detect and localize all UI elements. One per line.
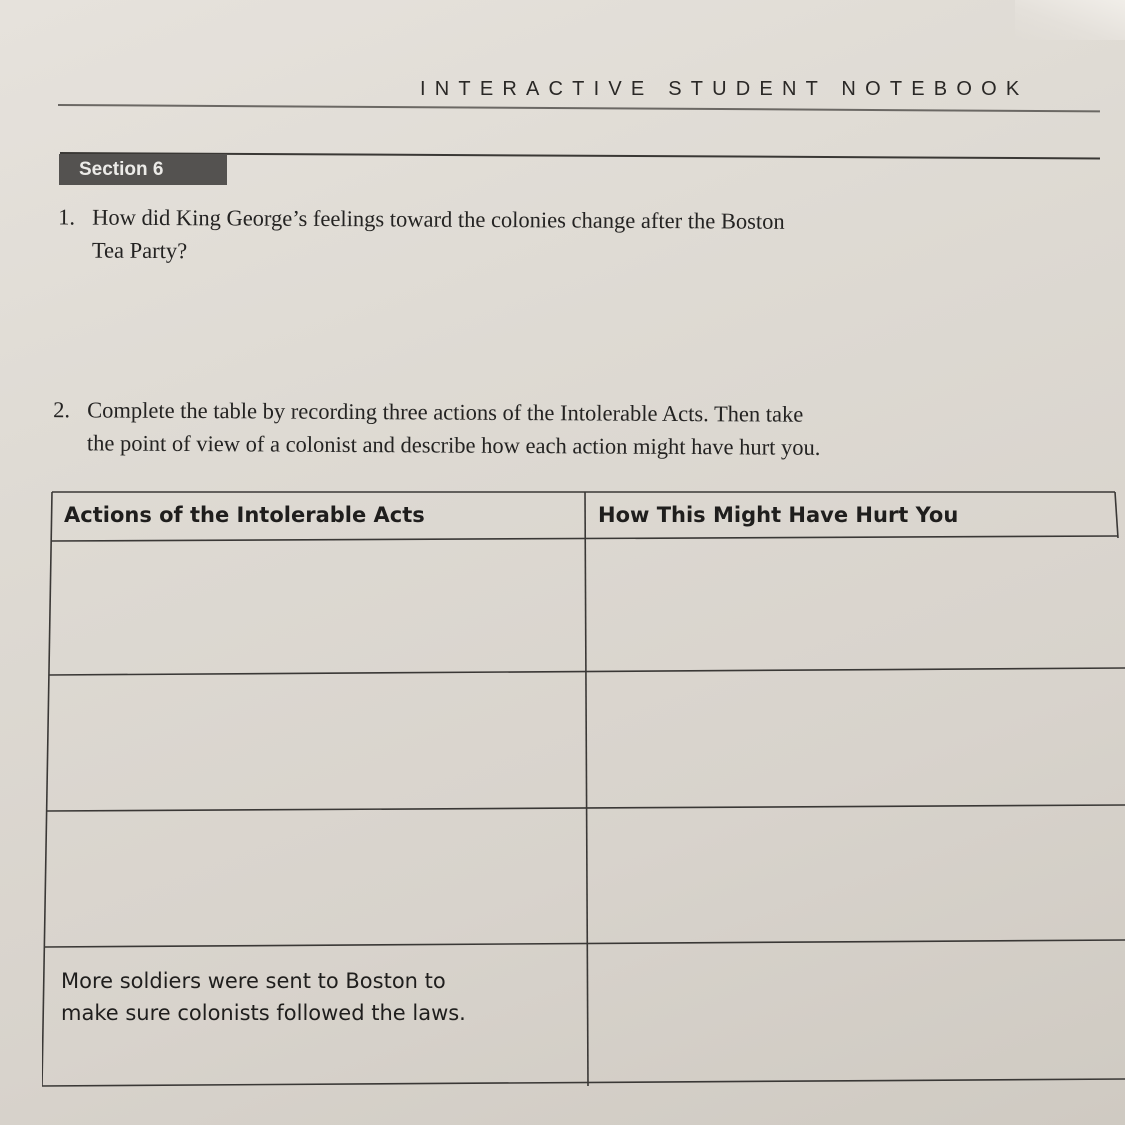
question-2-line-1: Complete the table by recording three actions of the Intolerable Acts. Then take xyxy=(87,397,804,427)
hurt-cell-row-3[interactable] xyxy=(592,810,1120,936)
column-header-hurt: How This Might Have Hurt You xyxy=(598,503,959,527)
action-cell-row-3[interactable] xyxy=(50,816,578,942)
table-border-bottom xyxy=(42,1079,1125,1086)
question-1 xyxy=(58,200,918,275)
page-corner-highlight xyxy=(1015,0,1125,40)
table-column-divider xyxy=(585,492,588,1086)
column-header-actions: Actions of the Intolerable Acts xyxy=(64,503,425,527)
question-2-line-2: the point of view of a colonist and describe how each action might have hurt you. xyxy=(86,430,821,460)
hurt-cell-row-2[interactable] xyxy=(591,675,1119,801)
question-2-number: 2. xyxy=(53,397,71,423)
hurt-cell-row-4[interactable] xyxy=(593,946,1121,1074)
question-1-line-1: How did King George’s feelings toward the colonies change after the Boston xyxy=(92,204,785,234)
action-row-4-line-2: make sure colonists followed the laws. xyxy=(61,1001,466,1025)
question-2 xyxy=(53,393,983,469)
action-cell-row-1[interactable] xyxy=(54,546,582,670)
action-cell-row-4 xyxy=(61,965,466,1029)
question-2-text xyxy=(87,393,821,463)
hurt-cell-row-1[interactable] xyxy=(590,542,1118,666)
question-1-text xyxy=(92,201,785,271)
table-border-left xyxy=(42,492,52,1086)
action-cell-row-2[interactable] xyxy=(52,680,580,806)
header-rule xyxy=(58,104,1100,112)
question-1-line-2: Tea Party? xyxy=(91,237,188,264)
question-1-number: 1. xyxy=(58,204,76,230)
table-border-right xyxy=(1115,492,1118,538)
section-tab: Section 6 xyxy=(59,154,227,185)
action-row-4-line-1: More soldiers were sent to Boston to xyxy=(61,969,446,993)
intolerable-acts-table xyxy=(42,490,1125,1090)
notebook-header-title: INTERACTIVE STUDENT NOTEBOOK xyxy=(420,78,1029,100)
